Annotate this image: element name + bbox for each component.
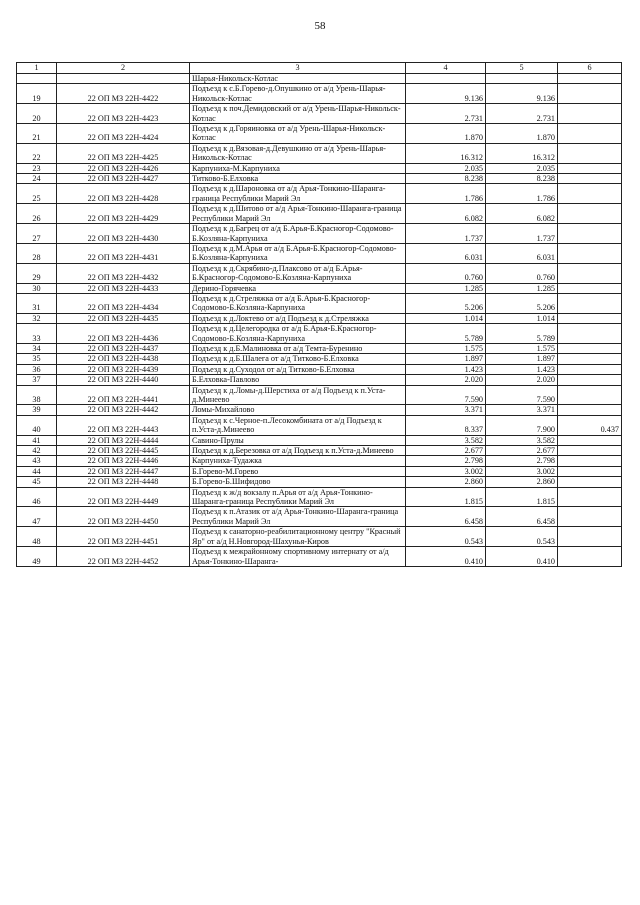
road-length-total: 1.815 <box>406 487 486 507</box>
road-length-total: 3.002 <box>406 466 486 476</box>
table-row <box>17 324 622 344</box>
row-number: 26 <box>17 204 57 224</box>
road-length-col5: 3.582 <box>486 435 558 445</box>
row-number: 33 <box>17 324 57 344</box>
road-length-col5: 1.737 <box>486 224 558 244</box>
road-length-col5: 3.371 <box>486 405 558 415</box>
road-length-total: 1.285 <box>406 283 486 293</box>
road-name: Дерино-Горячевка <box>190 283 406 293</box>
row-number: 44 <box>17 466 57 476</box>
road-length-col5: 1.285 <box>486 283 558 293</box>
row-number: 42 <box>17 446 57 456</box>
road-length-total: 2.035 <box>406 163 486 173</box>
row-number: 27 <box>17 224 57 244</box>
row-number: 49 <box>17 547 57 567</box>
road-name: Подъезд к д.М.Арья от а/д Б.Арья-Б.Красногор-Содомово-Б.Козляна-Карпуниха <box>190 243 406 263</box>
road-name: Б.Горево-М.Горево <box>190 466 406 476</box>
row-number: 25 <box>17 184 57 204</box>
road-name: Б.Горево-Б.Шифидово <box>190 477 406 487</box>
road-length-col6 <box>558 283 622 293</box>
road-name: Подъезд к с.Черное-п.Лесокомбината от а/д Подъезд к п.Уста-д.Минеево <box>190 415 406 435</box>
road-length-col5: 2.035 <box>486 163 558 173</box>
road-name: Б.Елховка-Павлово <box>190 375 406 385</box>
table-row <box>17 224 622 244</box>
row-number: 29 <box>17 263 57 283</box>
road-id-code: 22 ОП МЗ 22Н-4431 <box>57 243 190 263</box>
table-row <box>17 405 622 415</box>
road-length-total: 1.897 <box>406 354 486 364</box>
table-row <box>17 477 622 487</box>
road-length-col6 <box>558 487 622 507</box>
road-length-col5: 1.897 <box>486 354 558 364</box>
column-number: 1 <box>17 63 57 74</box>
road-length-col6 <box>558 446 622 456</box>
road-length-total: 5.789 <box>406 324 486 344</box>
road-length-col5: 7.900 <box>486 415 558 435</box>
road-length-col5: 6.031 <box>486 243 558 263</box>
road-name: Подъезд к д.Багрец от а/д Б.Арья-Б.Красногор-Содомово-Б.Козляна-Карпуниха <box>190 224 406 244</box>
road-length-col5: 1.815 <box>486 487 558 507</box>
table-row <box>17 385 622 405</box>
road-id-code: 22 ОП МЗ 22Н-4449 <box>57 487 190 507</box>
row-number: 23 <box>17 163 57 173</box>
road-id-code: 22 ОП МЗ 22Н-4432 <box>57 263 190 283</box>
column-number: 6 <box>558 63 622 74</box>
road-name: Подъезд к д.Б.Малиновка от а/д Темта-Буренино <box>190 343 406 353</box>
road-id-code: 22 ОП МЗ 22Н-4442 <box>57 405 190 415</box>
road-id-code: 22 ОП МЗ 22Н-4436 <box>57 324 190 344</box>
road-length-total: 1.423 <box>406 364 486 374</box>
table-row <box>17 283 622 293</box>
road-id-code: 22 ОП МЗ 22Н-4427 <box>57 174 190 184</box>
road-name: Подъезд к ж/д вокзалу п.Арья от а/д Арья-Тонкино-Шаранга-граница Республики Марий Эл <box>190 487 406 507</box>
road-length-col5: 2.798 <box>486 456 558 466</box>
road-length-col6 <box>558 375 622 385</box>
road-length-col5: 16.312 <box>486 143 558 163</box>
road-name: Подъезд к д.Вязовая-д.Девушкино от а/д Урень-Шарья-Никольск-Котлас <box>190 143 406 163</box>
road-registry-table <box>16 62 622 567</box>
column-number: 4 <box>406 63 486 74</box>
road-length-total: 7.590 <box>406 385 486 405</box>
road-name: Подъезд к д.Локтево от а/д Подъезд к д.Стреляжка <box>190 313 406 323</box>
row-number: 36 <box>17 364 57 374</box>
row-number: 31 <box>17 293 57 313</box>
table-row <box>17 547 622 567</box>
road-length-col6 <box>558 143 622 163</box>
road-length-total: 1.737 <box>406 224 486 244</box>
column-number: 3 <box>190 63 406 74</box>
road-length-total: 8.238 <box>406 174 486 184</box>
road-length-total: 1.575 <box>406 343 486 353</box>
table-row <box>17 174 622 184</box>
road-length-total: 2.677 <box>406 446 486 456</box>
road-id-code: 22 ОП МЗ 22Н-4424 <box>57 124 190 144</box>
road-length-col6 <box>558 527 622 547</box>
road-length-total: 5.206 <box>406 293 486 313</box>
road-length-total: 3.582 <box>406 435 486 445</box>
row-number: 32 <box>17 313 57 323</box>
road-length-col6 <box>558 293 622 313</box>
road-length-col6 <box>558 204 622 224</box>
row-number: 20 <box>17 104 57 124</box>
column-number: 2 <box>57 63 190 74</box>
road-id-code: 22 ОП МЗ 22Н-4451 <box>57 527 190 547</box>
road-length-col6 <box>558 163 622 173</box>
table-row <box>17 446 622 456</box>
row-number: 30 <box>17 283 57 293</box>
road-id-code: 22 ОП МЗ 22Н-4422 <box>57 84 190 104</box>
row-number: 43 <box>17 456 57 466</box>
table-row <box>17 84 622 104</box>
road-length-col6 <box>558 507 622 527</box>
road-id-code: 22 ОП МЗ 22Н-4430 <box>57 224 190 244</box>
road-name: Подъезд к д.Ломы-д.Шерстиха от а/д Подъезд к п.Уста-д.Минеево <box>190 385 406 405</box>
road-length-total: 1.014 <box>406 313 486 323</box>
road-name-continuation: Шарья-Никольск-Котлас <box>190 74 406 84</box>
road-length-col5: 6.082 <box>486 204 558 224</box>
road-name: Подъезд к п.Атазик от а/д Арья-Тонкино-Шаранга-граница Республики Марий Эл <box>190 507 406 527</box>
road-id-code: 22 ОП МЗ 22Н-4441 <box>57 385 190 405</box>
road-length-col5: 9.136 <box>486 84 558 104</box>
road-length-col6 <box>558 385 622 405</box>
road-id-code: 22 ОП МЗ 22Н-4443 <box>57 415 190 435</box>
road-length-col5: 2.860 <box>486 477 558 487</box>
row-number: 19 <box>17 84 57 104</box>
row-number: 47 <box>17 507 57 527</box>
table-row <box>17 527 622 547</box>
road-length-col5: 1.575 <box>486 343 558 353</box>
road-name: Подъезд к д.Суходол от а/д Титково-Б.Елховка <box>190 364 406 374</box>
table-row <box>17 204 622 224</box>
road-length-col5: 5.789 <box>486 324 558 344</box>
road-length-col5: 2.020 <box>486 375 558 385</box>
road-id-code: 22 ОП МЗ 22Н-4429 <box>57 204 190 224</box>
road-length-total: 2.731 <box>406 104 486 124</box>
road-id-code: 22 ОП МЗ 22Н-4433 <box>57 283 190 293</box>
road-length-col6 <box>558 263 622 283</box>
road-name: Подъезд к санаторно-реабилитационному центру "Красный Яр" от а/д Н.Новгород-Шахунья-Киров <box>190 527 406 547</box>
road-id-code: 22 ОП МЗ 22Н-4426 <box>57 163 190 173</box>
road-length-total: 0.760 <box>406 263 486 283</box>
road-name: Подъезд к д.Горяиновка от а/д Урень-Шарья-Никольск-Котлас <box>190 124 406 144</box>
table-row <box>17 313 622 323</box>
row-number: 38 <box>17 385 57 405</box>
road-name: Карпуниха-М.Карпуниха <box>190 163 406 173</box>
table-row <box>17 456 622 466</box>
road-length-col6 <box>558 477 622 487</box>
road-length-col5: 5.206 <box>486 293 558 313</box>
road-length-col6 <box>558 456 622 466</box>
road-length-col5: 1.786 <box>486 184 558 204</box>
table-row <box>17 375 622 385</box>
row-number: 24 <box>17 174 57 184</box>
road-id-code: 22 ОП МЗ 22Н-4452 <box>57 547 190 567</box>
road-name: Подъезд к поч.Демидовский от а/д Урень-Шарья-Никольск-Котлас <box>190 104 406 124</box>
row-number: 41 <box>17 435 57 445</box>
row-number: 28 <box>17 243 57 263</box>
road-length-col6 <box>558 243 622 263</box>
road-id-code: 22 ОП МЗ 22Н-4435 <box>57 313 190 323</box>
road-name: Подъезд к д.Шароновка от а/д Арья-Тонкино-Шаранга-граница Республики Марий Эл <box>190 184 406 204</box>
table-row <box>17 487 622 507</box>
road-id-code: 22 ОП МЗ 22Н-4446 <box>57 456 190 466</box>
road-name: Титково-Б.Елховка <box>190 174 406 184</box>
road-length-total: 2.798 <box>406 456 486 466</box>
road-id-code: 22 ОП МЗ 22Н-4440 <box>57 375 190 385</box>
road-length-col6 <box>558 466 622 476</box>
road-name: Ломы-Михайлово <box>190 405 406 415</box>
road-length-col6 <box>558 184 622 204</box>
row-number: 37 <box>17 375 57 385</box>
continuation-row <box>17 74 622 84</box>
table-row <box>17 507 622 527</box>
road-length-col5: 8.238 <box>486 174 558 184</box>
page-number: 58 <box>314 20 326 32</box>
row-number: 21 <box>17 124 57 144</box>
table-row <box>17 354 622 364</box>
row-number: 46 <box>17 487 57 507</box>
table-row <box>17 104 622 124</box>
road-length-col5: 1.870 <box>486 124 558 144</box>
row-number: 35 <box>17 354 57 364</box>
road-length-total: 6.458 <box>406 507 486 527</box>
road-id-code: 22 ОП МЗ 22Н-4428 <box>57 184 190 204</box>
road-id-code: 22 ОП МЗ 22Н-4438 <box>57 354 190 364</box>
road-id-code: 22 ОП МЗ 22Н-4447 <box>57 466 190 476</box>
road-length-total: 16.312 <box>406 143 486 163</box>
road-length-col6 <box>558 547 622 567</box>
table-row <box>17 466 622 476</box>
road-length-col6 <box>558 124 622 144</box>
table-row <box>17 435 622 445</box>
road-length-col6 <box>558 324 622 344</box>
road-id-code: 22 ОП МЗ 22Н-4425 <box>57 143 190 163</box>
row-number: 45 <box>17 477 57 487</box>
road-id-code: 22 ОП МЗ 22Н-4423 <box>57 104 190 124</box>
road-id-code: 22 ОП МЗ 22Н-4450 <box>57 507 190 527</box>
road-length-col5: 6.458 <box>486 507 558 527</box>
road-id-code: 22 ОП МЗ 22Н-4444 <box>57 435 190 445</box>
road-length-col5: 3.002 <box>486 466 558 476</box>
road-id-code: 22 ОП МЗ 22Н-4445 <box>57 446 190 456</box>
column-number: 5 <box>486 63 558 74</box>
road-name: Подъезд к д.Целегородка от а/д Б.Арья-Б.Красногор-Содомово-Б.Козляна-Карпуниха <box>190 324 406 344</box>
road-length-col6 <box>558 343 622 353</box>
road-length-col6 <box>558 313 622 323</box>
road-length-total: 8.337 <box>406 415 486 435</box>
road-length-total: 0.410 <box>406 547 486 567</box>
road-length-col6 <box>558 354 622 364</box>
road-name: Подъезд к д.Б.Шалега от а/д Титково-Б.Елховка <box>190 354 406 364</box>
road-length-total: 6.082 <box>406 204 486 224</box>
row-number: 22 <box>17 143 57 163</box>
road-length-total: 2.860 <box>406 477 486 487</box>
road-name: Подъезд к д.Шитово от а/д Арья-Тонкино-Шаранга-граница Республики Марий Эл <box>190 204 406 224</box>
road-length-col6 <box>558 405 622 415</box>
road-name: Подъезд к д.Стреляжка от а/д Б.Арья-Б.Красногор-Содомово-Б.Козляна-Карпуниха <box>190 293 406 313</box>
road-name: Подъезд к с.Б.Горево-д.Опушкино от а/д Урень-Шарья-Никольск-Котлас <box>190 84 406 104</box>
road-id-code: 22 ОП МЗ 22Н-4434 <box>57 293 190 313</box>
road-length-col6 <box>558 104 622 124</box>
column-number-row <box>17 63 622 74</box>
table-row <box>17 163 622 173</box>
road-length-total: 0.543 <box>406 527 486 547</box>
road-length-total: 1.786 <box>406 184 486 204</box>
road-length-col5: 0.410 <box>486 547 558 567</box>
road-length-total: 1.870 <box>406 124 486 144</box>
row-number: 40 <box>17 415 57 435</box>
table-row <box>17 343 622 353</box>
road-name: Подъезд к д.Березовка от а/д Подъезд к п.Уста-д.Минеево <box>190 446 406 456</box>
road-length-col6 <box>558 84 622 104</box>
road-length-col6 <box>558 174 622 184</box>
road-name: Подъезд к межрайонному спортивному интернату от а/д Арья-Тонкино-Шаранга- <box>190 547 406 567</box>
road-id-code: 22 ОП МЗ 22Н-4448 <box>57 477 190 487</box>
table-row <box>17 263 622 283</box>
table-row <box>17 143 622 163</box>
road-length-col5: 2.731 <box>486 104 558 124</box>
table-row <box>17 184 622 204</box>
road-length-col5: 1.014 <box>486 313 558 323</box>
table-row <box>17 293 622 313</box>
table-row <box>17 243 622 263</box>
road-id-code: 22 ОП МЗ 22Н-4437 <box>57 343 190 353</box>
road-length-col5: 0.543 <box>486 527 558 547</box>
road-length-total: 6.031 <box>406 243 486 263</box>
road-length-col5: 2.677 <box>486 446 558 456</box>
road-length-total: 3.371 <box>406 405 486 415</box>
row-number: 48 <box>17 527 57 547</box>
road-length-col6 <box>558 435 622 445</box>
road-name: Карпуниха-Тудажка <box>190 456 406 466</box>
road-length-col6 <box>558 364 622 374</box>
road-length-col5: 7.590 <box>486 385 558 405</box>
road-length-col5: 1.423 <box>486 364 558 374</box>
table-row <box>17 124 622 144</box>
table-row <box>17 364 622 374</box>
row-number: 39 <box>17 405 57 415</box>
table-row <box>17 415 622 435</box>
road-length-total: 2.020 <box>406 375 486 385</box>
road-name: Савино-Прулы <box>190 435 406 445</box>
road-length-col6: 0.437 <box>558 415 622 435</box>
road-length-col6 <box>558 224 622 244</box>
road-id-code: 22 ОП МЗ 22Н-4439 <box>57 364 190 374</box>
road-length-col5: 0.760 <box>486 263 558 283</box>
row-number: 34 <box>17 343 57 353</box>
road-length-total: 9.136 <box>406 84 486 104</box>
road-name: Подъезд к д.Скрябино-д.Плаксово от а/д Б.Арья-Б.Красногор-Содомово-Б.Козляна-Карпуниха <box>190 263 406 283</box>
